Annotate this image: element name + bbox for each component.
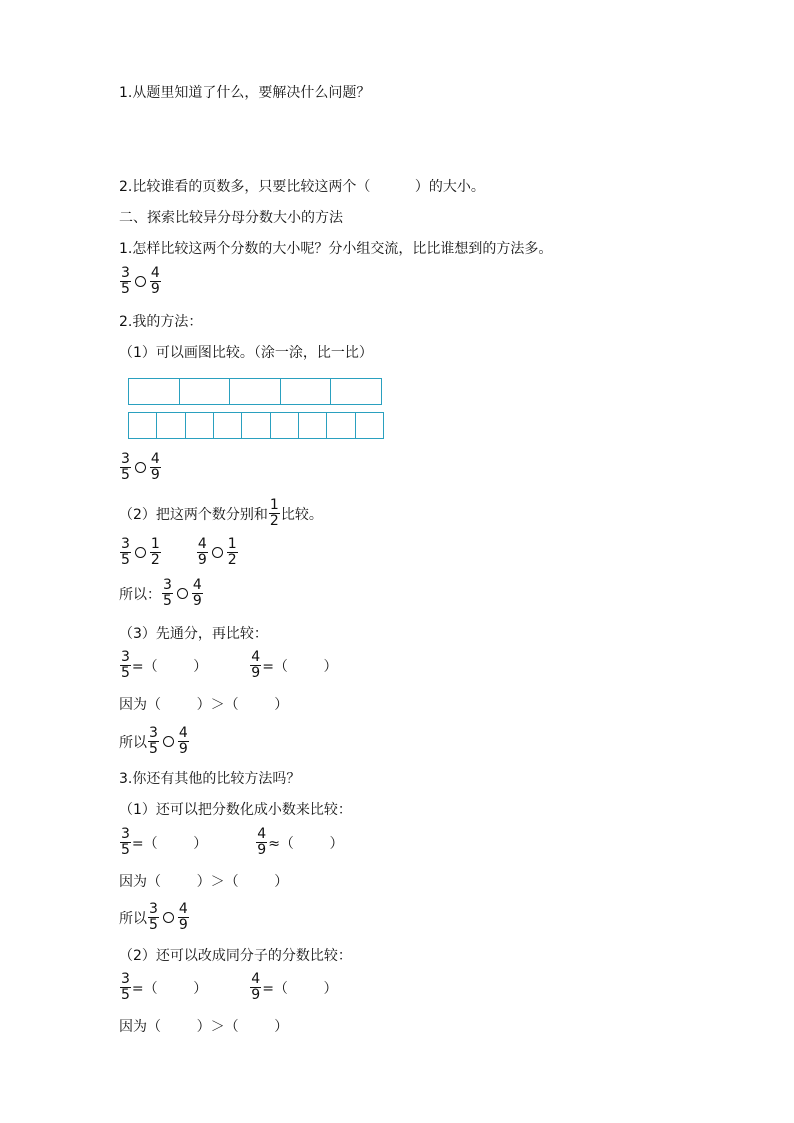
fraction-4-9: $\frac{4}{9}$ — [192, 577, 202, 609]
conclusion-row-2: 所以 $\frac{3}{5}$ $\frac{4}{9}$ — [119, 725, 188, 757]
fraction-3-5: $\frac{3}{5}$ — [163, 577, 172, 609]
conclusion-row-1: 所以： $\frac{3}{5}$ $\frac{4}{9}$ — [119, 577, 202, 609]
compare-row-2 — [119, 452, 162, 483]
fraction-3-5: $\frac{3}{5}$ — [149, 901, 158, 933]
answer-blank[interactable]: =（ ） — [131, 658, 208, 675]
answer-blank[interactable]: =（ ） — [262, 658, 338, 675]
because-row-1[interactable]: 因为（ ）＞（ ） — [119, 697, 289, 713]
bar-cell[interactable] — [157, 413, 185, 438]
answer-blank[interactable]: =（ ） — [131, 980, 208, 997]
fraction-3-5: $\frac{3}{5}$ — [121, 451, 130, 483]
question-2-1: 1.怎样比较这两个分数的大小呢？分小组交流，比比谁想到的方法多。 — [119, 241, 553, 257]
compare-row-3 — [119, 537, 239, 568]
bar-cell[interactable] — [230, 379, 281, 404]
bar-cell[interactable] — [356, 413, 383, 438]
common-denominator-row — [119, 650, 338, 681]
bar-cell[interactable] — [281, 379, 332, 404]
bar-cell[interactable] — [271, 413, 299, 438]
question-2: 2.比较谁看的页数多，只要比较这两个（ ）的大小。 — [119, 179, 485, 195]
fraction-1-2: $\frac{1}{2}$ — [150, 536, 160, 568]
same-numerator-row — [119, 972, 338, 1003]
fraction-3-5: $\frac{3}{5}$ — [121, 971, 130, 1003]
bar-cell[interactable] — [214, 413, 242, 438]
method-3: （3）先通分，再比较： — [119, 626, 268, 642]
answer-blank[interactable]: =（ ） — [131, 835, 208, 852]
ninths-bar[interactable] — [128, 412, 384, 439]
fraction-4-9: $\frac{4}{9}$ — [150, 265, 160, 297]
fraction-4-9: $\frac{4}{9}$ — [150, 451, 160, 483]
answer-blank[interactable]: ≈（ ） — [268, 835, 344, 852]
section-heading: 二、探索比较异分母分数大小的方法 — [119, 210, 343, 226]
fraction-1-2: $\frac{1}{2}$ — [227, 536, 237, 568]
compare-circle[interactable] — [135, 276, 146, 287]
because-row-3[interactable]: 因为（ ）＞（ ） — [119, 1019, 289, 1035]
bar-cell[interactable] — [331, 379, 381, 404]
fraction-3-5: $\frac{3}{5}$ — [121, 826, 130, 858]
fraction-1-2: $\frac{1}{2}$ — [269, 497, 279, 529]
method-1: （1）可以画图比较。（涂一涂，比一比） — [119, 345, 373, 361]
method-5: （2）还可以改成同分子的分数比较： — [119, 948, 352, 964]
bar-cell[interactable] — [129, 413, 157, 438]
compare-circle[interactable] — [135, 547, 146, 558]
decimal-row — [119, 827, 344, 858]
fifths-bar[interactable] — [128, 378, 382, 405]
fraction-4-9: $\frac{4}{9}$ — [178, 725, 188, 757]
fraction-4-9: $\frac{4}{9}$ — [197, 536, 207, 568]
fraction-4-9: $\frac{4}{9}$ — [257, 826, 267, 858]
fraction-3-5: $\frac{3}{5}$ — [149, 725, 158, 757]
method-4: （1）还可以把分数化成小数来比较： — [119, 802, 352, 818]
method-2: （2）把这两个数分别和 $\frac{1}{2}$ 比较。 — [119, 497, 323, 529]
compare-circle[interactable] — [212, 547, 223, 558]
bar-cell[interactable] — [242, 413, 270, 438]
question-1: 1.从题里知道了什么，要解决什么问题？ — [119, 85, 371, 101]
compare-circle[interactable] — [163, 912, 174, 923]
answer-blank[interactable]: =（ ） — [262, 980, 338, 997]
bar-cell[interactable] — [299, 413, 327, 438]
fraction-3-5: $\frac{3}{5}$ — [121, 649, 130, 681]
bar-cell[interactable] — [327, 413, 355, 438]
fraction-3-5: $\frac{3}{5}$ — [121, 536, 130, 568]
compare-row-1 — [119, 266, 162, 297]
compare-circle[interactable] — [163, 736, 174, 747]
fraction-4-9: $\frac{4}{9}$ — [251, 649, 261, 681]
question-2-2: 2.我的方法： — [119, 314, 203, 330]
fraction-3-5: $\frac{3}{5}$ — [121, 265, 130, 297]
compare-circle[interactable] — [135, 462, 146, 473]
conclusion-row-3: 所以 $\frac{3}{5}$ $\frac{4}{9}$ — [119, 901, 188, 933]
bar-cell[interactable] — [180, 379, 231, 404]
question-2-3: 3.你还有其他的比较方法吗？ — [119, 771, 301, 787]
because-row-2[interactable]: 因为（ ）＞（ ） — [119, 874, 289, 890]
fraction-4-9: $\frac{4}{9}$ — [178, 901, 188, 933]
bar-cell[interactable] — [129, 379, 180, 404]
compare-circle[interactable] — [177, 588, 188, 599]
bar-cell[interactable] — [186, 413, 214, 438]
fraction-4-9: $\frac{4}{9}$ — [251, 971, 261, 1003]
